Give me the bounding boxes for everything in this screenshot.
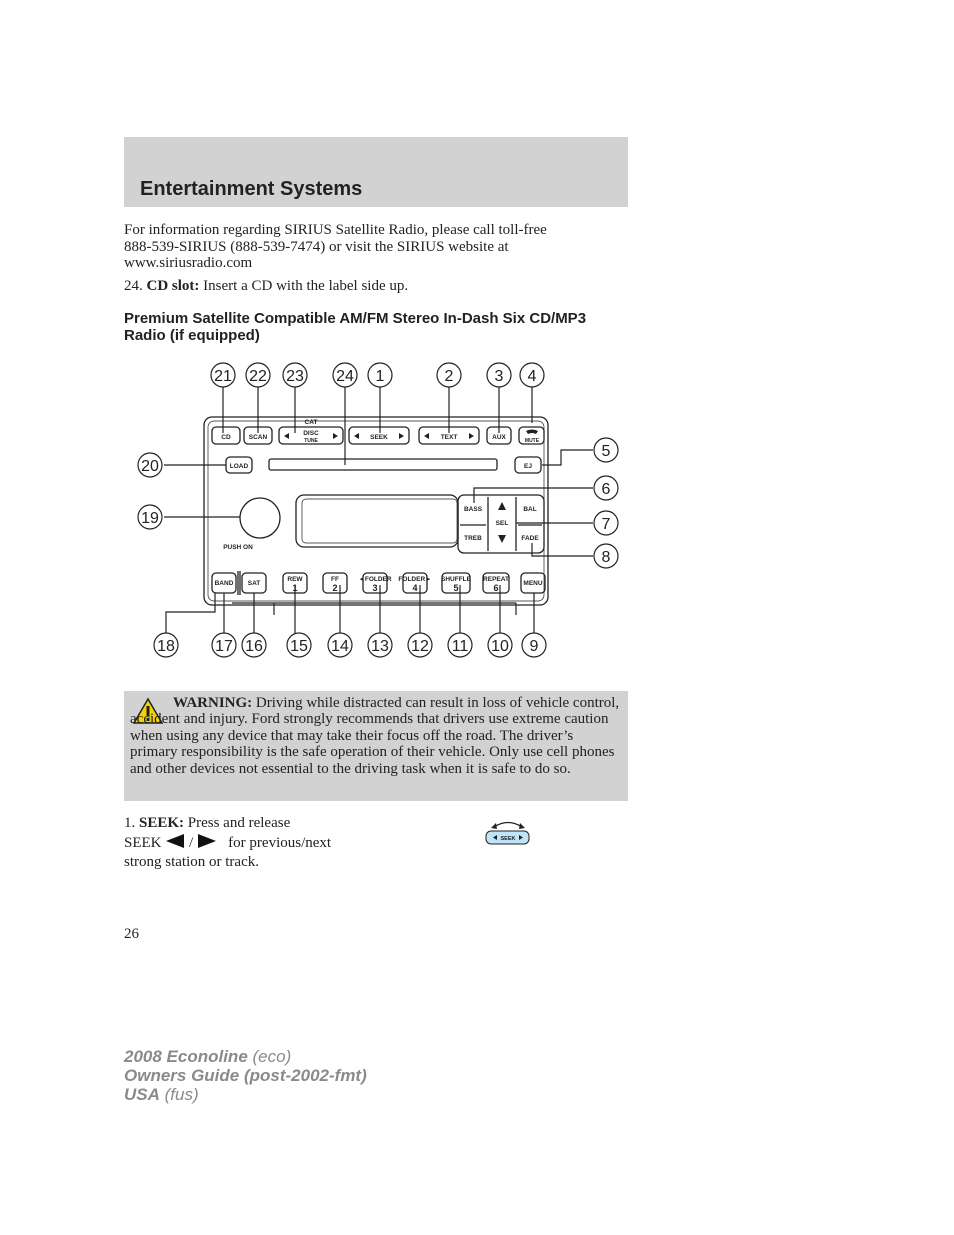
section-heading: Premium Satellite Compatible AM/FM Stereo In-Dash Six CD/MP3 Radio (if equipped) xyxy=(124,310,587,344)
preset-2-button: 2 xyxy=(332,583,338,593)
cd-button: CD xyxy=(221,434,231,441)
callout-24: 24 xyxy=(336,368,354,385)
left-arrow-icon xyxy=(284,433,289,439)
rew-label: REW xyxy=(287,576,303,583)
seek-description: 1. SEEK: Press and release SEEK / for previous/next strong station or track. xyxy=(124,815,332,870)
warning-box xyxy=(124,691,628,801)
select-button: SEL xyxy=(495,520,509,527)
page-title: Entertainment Systems xyxy=(140,178,363,200)
callout-2: 2 xyxy=(444,368,454,385)
treble-button: TREB xyxy=(464,535,482,542)
load-button: LOAD xyxy=(229,463,249,470)
up-arrow-icon xyxy=(498,502,506,510)
callout-13: 13 xyxy=(371,638,389,655)
preset-4-button: 4 xyxy=(412,583,418,593)
phone-icon xyxy=(526,430,538,435)
callout-7: 7 xyxy=(601,516,611,533)
callout-14: 14 xyxy=(331,638,349,655)
callout-15: 15 xyxy=(290,638,308,655)
shuffle-label: SHUFFLE xyxy=(441,576,471,583)
scan-button: SCAN xyxy=(248,434,268,441)
callout-16: 16 xyxy=(245,638,263,655)
menu-button: MENU xyxy=(523,580,543,587)
aux-button: AUX xyxy=(492,434,506,441)
fade-button: FADE xyxy=(521,535,539,542)
cd-slot-paragraph: 24. CD slot: Insert a CD with the label side up. xyxy=(124,278,409,294)
callout-9: 9 xyxy=(529,638,539,655)
push-on-label: PUSH ON xyxy=(223,544,253,551)
folder-next-label: FOLDER► xyxy=(398,576,432,583)
callout-10: 10 xyxy=(491,638,509,655)
balance-button: BAL xyxy=(523,506,537,513)
left-arrow-icon xyxy=(354,433,359,439)
ff-label: FF xyxy=(331,576,339,583)
bass-button: BASS xyxy=(463,506,483,513)
footer: 2008 Econoline (eco) Owners Guide (post-2002-fmt) USA (fus) xyxy=(124,1047,367,1104)
callout-4: 4 xyxy=(527,368,537,385)
warning-text: WARNING: Driving while distracted can result in loss of vehicle control, accident and injury. Ford strongly recommends that drivers use extreme caution when using any device that may take their focus off the road. The driver’s primary responsibility is the safe operation of their vehicle. Only use cell phones and other devices not essential to the driving task when it is safe to do so. xyxy=(130,695,620,777)
callout-12: 12 xyxy=(411,638,429,655)
intro-paragraph: For information regarding SIRIUS Satellite Radio, please call toll-free 888-539-SIRIUS (888-539-7474) or visit the SIRIUS website at www.siriusradio.com xyxy=(124,222,547,271)
callout-17: 17 xyxy=(215,638,233,655)
left-arrow-icon xyxy=(424,433,429,439)
right-arrow-icon xyxy=(333,433,338,439)
sat-button: SAT xyxy=(247,580,261,587)
tune-label: TUNE xyxy=(304,438,318,444)
right-arrow-icon xyxy=(469,433,474,439)
band-button: BAND xyxy=(214,580,234,587)
down-arrow-icon xyxy=(498,535,506,543)
callout-22: 22 xyxy=(249,368,267,385)
callout-8: 8 xyxy=(601,549,611,566)
seek-button: SEEK xyxy=(370,434,388,441)
folder-prev-label: ◄FOLDER xyxy=(358,576,392,583)
cat-label: CAT xyxy=(304,419,318,426)
callout-1: 1 xyxy=(375,368,385,385)
right-arrow-icon xyxy=(399,433,404,439)
section-header-band xyxy=(124,137,628,207)
preset-1-button: 1 xyxy=(292,583,298,593)
text-button: TEXT xyxy=(440,434,458,441)
callout-20: 20 xyxy=(141,458,159,475)
repeat-label: REPEAT xyxy=(483,576,509,583)
preset-6-button: 6 xyxy=(493,583,499,593)
callout-11: 11 xyxy=(451,638,469,655)
callout-23: 23 xyxy=(286,368,304,385)
callout-3: 3 xyxy=(494,368,504,385)
seek-right-arrow-icon xyxy=(197,834,217,848)
callout-19: 19 xyxy=(141,510,159,527)
callout-18: 18 xyxy=(157,638,175,655)
preset-3-button: 3 xyxy=(372,583,378,593)
seek-left-arrow-icon xyxy=(165,834,185,848)
callout-5: 5 xyxy=(601,443,611,460)
callout-6: 6 xyxy=(601,481,611,498)
page-number: 26 xyxy=(124,926,139,942)
eject-button: EJ xyxy=(524,463,532,470)
svg-text:SEEK: SEEK xyxy=(500,836,516,842)
seek-button-icon xyxy=(484,818,532,848)
radio-diagram xyxy=(124,355,628,665)
preset-5-button: 5 xyxy=(453,583,459,593)
callout-21: 21 xyxy=(214,368,232,385)
mute-button: MUTE xyxy=(524,438,540,444)
disc-button: DISC xyxy=(303,430,319,437)
